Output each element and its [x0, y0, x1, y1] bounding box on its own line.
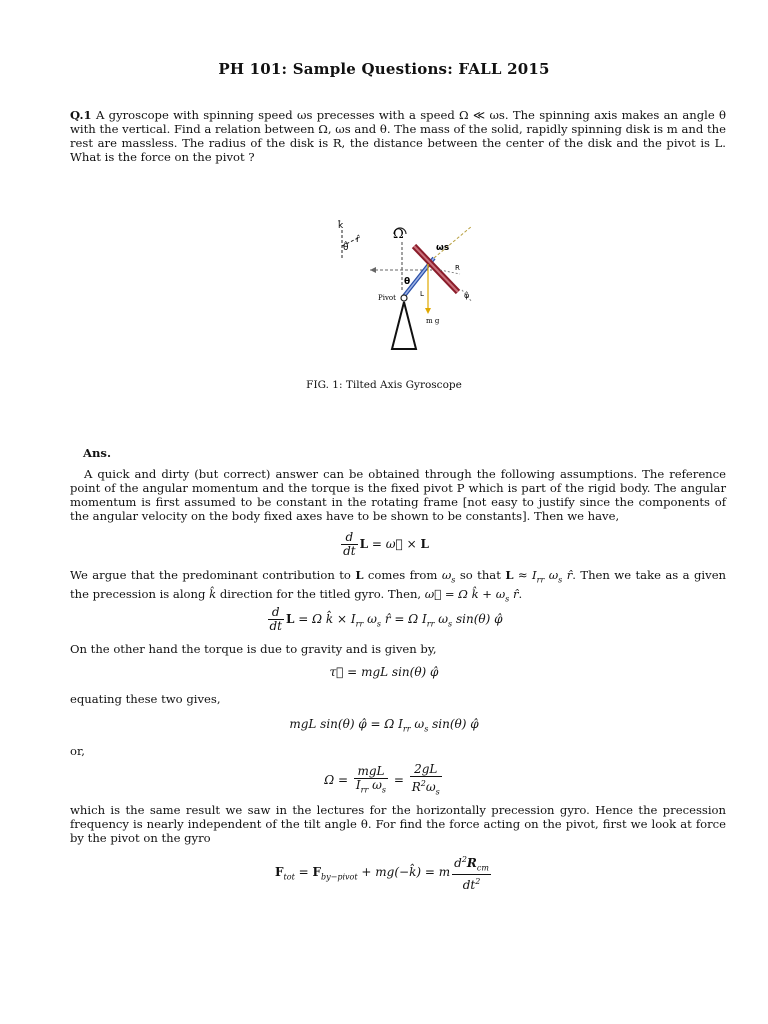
question-label: Q.1	[70, 108, 92, 122]
question-1	[70, 108, 726, 164]
theta-label: θ	[404, 277, 411, 287]
eq5-fraction-1: $\frac{\text{mgL}}{I_{rr} \omega_s}$	[355, 764, 387, 795]
horizontal-arrowhead	[370, 267, 376, 273]
mg-label: m g	[426, 317, 440, 325]
eq1-derivative: $\frac{d}{dt}$	[343, 530, 356, 558]
equation-5: Ω = $\frac{\text{mgL}}{I_{rr} \omega_s}$ = $\frac{2gL}{R^2\omega_s}$	[324, 762, 440, 797]
gravity-arrowhead	[425, 308, 431, 314]
r-hat-label: r̂	[356, 235, 360, 245]
gyroscope-diagram	[332, 212, 480, 354]
length-label: L	[420, 290, 424, 298]
pivot-label: Pivot	[378, 294, 396, 302]
k-hat-label: k̂	[338, 221, 344, 231]
answer-paragraph-1: A quick and dirty (but correct) answer can be obtained through the following assumptions. The reference point of the angular momentum and the torque is the fixed pivot P which is part of the rigid body. The angular momentum is first assumed to be constant in the rotating frame [not easy to justify since the components of the angular velocity on the body fixed axes have to be shown to be constants]. Then we have,	[70, 467, 726, 523]
equation-6: $F_{tot} = F_{by-pivot}$ + mg(−k̂) = m $\frac{d^2R_{cm}}{dt^2}$	[275, 855, 489, 893]
answer-paragraph-3: On the other hand the torque is due to gravity and is given by,	[70, 642, 437, 656]
answer-heading: Ans.	[83, 446, 111, 460]
spin-axis-extension	[434, 226, 472, 258]
omega-label: Ω	[393, 227, 404, 242]
answer-paragraph-2: We argue that the predominant contribution to L comes from $\omega_s$ so that $L \approx I_{rr}$ $\omega_s$ r̂. Then we take as a given the precession is along k̂ direction for the titled gyro. Then, ω⃗ = Ω k̂ + $\omega_s$ r̂.	[70, 568, 727, 604]
equation-3: τ⃗ = mgL sin(θ) φ̂	[329, 665, 439, 679]
radius-label: R	[455, 264, 460, 272]
phi-hat-label: φ̂	[464, 291, 470, 300]
equation-2: $\frac{d}{dt}$ L = Ω k̂ × $I_{rr}$ $\omega_s$ r̂ = Ω $I_{rr}$ $\omega_s$ sin(θ) φ̂	[269, 605, 503, 633]
eq6-fraction: $\frac{d^2R_{cm}}{dt^2}$	[454, 855, 489, 893]
pivot-point	[401, 295, 407, 301]
figure-caption: FIG. 1: Tilted Axis Gyroscope	[306, 379, 462, 391]
eq2-derivative: $\frac{d}{dt}$	[269, 605, 283, 633]
gyroscope-figure	[332, 212, 480, 354]
equation-4: mgL sin(θ) φ̂ = Ω $I_{rr}$ $\omega_s$ sin(θ) φ̂	[289, 717, 479, 734]
answer-paragraph-5: or,	[70, 744, 85, 758]
answer-paragraph-4: equating these two gives,	[70, 692, 221, 706]
question-text: A gyroscope with spinning speed ωs precesses with a speed Ω ≪ ωs. The spinning axis makes an angle θ with the vertical. Find a relation between Ω, ωs and θ. The mass of the solid, rapidly spinning disk is m and the rest are massless. The radius of the disk is R, the distance between the center of the disk and the pivot is L. What is the force on the pivot ?	[70, 108, 727, 164]
equation-1: $\frac{d}{dt}$ L = ω⃗ × L	[343, 530, 429, 558]
page-title: PH 101: Sample Questions: FALL 2015	[218, 60, 550, 78]
support-stand	[392, 302, 416, 349]
theta-hat-label: θ̂	[343, 243, 349, 253]
eq5-fraction-2: $\frac{2gL}{R^2\omega_s}$	[411, 762, 440, 797]
omega-s-label: ωs	[436, 243, 450, 253]
answer-paragraph-6: which is the same result we saw in the lectures for the horizontally precession gyro. Hence the precession frequency is nearly independent of the tilt angle θ. For find the force acting on the pivot, first we look at force by the pivot on the gyro	[70, 803, 726, 845]
